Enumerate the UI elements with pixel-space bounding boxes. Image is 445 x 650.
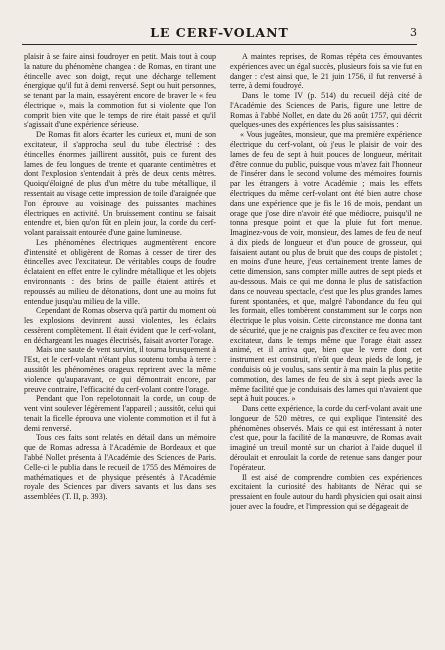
paragraph: Mais une saute de vent survint, il tourna brusquement à l'Est, et le cerf-volant n'étant plus soutenu tomba à terre : aussitôt les phénomènes orageux reprirent avec la même violence qu'auparavant, ce qui démontrait encore, par preuve contraire, l'efficacité du cerf-volant contre l'orage. [24,345,216,394]
paragraph: Les phénomènes électriques augmentèrent encore d'intensité et obligèrent de Romas à cesser de tirer des étincelles avec l'excitateur. De véritables coups de foudre éclataient en effet entre le cylindre métallique et les objets environnants : des brins de paille étaient attirés et repoussés au milieu de détonations, dont une au moins fut entendue jusqu'au milieu de la ville. [24,237,216,306]
paragraph: Dans le tome IV (p. 514) du recueil déjà cité de l'Académie des Sciences de Paris, figure une lettre de Romas à l'abbé Nollet, en date du 26 août 1757, qui décrit quelques-unes des expériences les plus saisissantes : [230,91,422,130]
running-header [22,24,417,45]
paragraph: Tous ces faits sont relatés en détail dans un mémoire que de Romas adressa à l'Académie de Bordeaux et que l'abbé Nollet présenta à l'Académie des Sciences de Paris. Celle-ci le publia dans le recueil de 1755 des Mémoires de mathématiques et de physique présentés à l'Académie royale des Sciences par divers savants et lus dans ses assemblées (T. II, p. 393). [24,433,216,502]
paragraph: Cependant de Romas observa qu'à partir du moment où les explosions devinrent aussi violentes, les éclairs cessèrent complètement. Il était évident que le cerf-volant, en déchargeant les nuages électrisés, faisait avorter l'orage. [24,306,216,345]
paragraph: A maintes reprises, de Romas répéta ces émouvantes expériences avec un égal succès, plusieurs fois sa vie fut en danger : c'est ainsi que, le 21 juin 1756, il fut renversé à terre, à demi foudroyé. [230,52,422,91]
right-column [230,52,422,642]
paragraph: Dans cette expérience, la corde du cerf-volant avait une longueur de 520 mètres, ce qui explique l'intensité des phénomènes observés. Mais ce qui est intéressant à noter c'est que, pour la facilité de la manœuvre, de Romas avait imaginé un treuil monté sur un chariot à l'aide duquel il déroulait et enroulait la corde de retenue sans danger pour l'opérateur. [230,404,422,472]
paragraph: Il est aisé de comprendre combien ces expériences excitaient la curiosité des habitants de Nérac qui se pressaient en foule autour du hardi physicien qui osait ainsi jouer avec la foudre, et l'impression qui se dégageait de [230,472,422,511]
paragraph: Pendant que l'on repelotonnait la corde, un coup de vent vint soulever légèrement l'appareil ; aussitôt, celui qui tenait la ficelle éprouva une violente commotion et il fut à demi renversé. [24,394,216,433]
page-title: LE CERF-VOLANT [150,25,289,40]
paragraph: plaisir à se faire ainsi foudroyer en petit. Mais tout à coup la nature du phénomène changea : de Romas, en tirant une étincelle avec son doigt, reçut une décharge tellement énergique qu'il fut à demi renversé. Sept ou huit personnes, se tenant par la main, essayèrent encore de braver le « feu électrique », mais la commotion fut si violente que l'on comprit bien vite que le temps de rire était passé et qu'il s'agissait d'une expérience sérieuse. [24,52,216,130]
left-column [24,52,216,642]
paragraph: De Romas fit alors écarter les curieux et, muni de son excitateur, il s'approcha seul du tube électrisé : des étincelles énormes jaillirent aussitôt, puis ce furent des lames de feu longues de trente et quarante centimètres et dont l'explosion s'entendait à près de deux cents mètres. Quoiqu'éloigné de plus d'un mètre du tube métallique, il ressentait au visage cette impression de toile d'araignée que l'on éprouve au voisinage des puissantes machines électriques en activité. Un bruissement continu se faisait entendre et, bien qu'on fût en plein jour, la corde du cerf-volant paraissait entourée d'une gaine lumineuse. [24,130,216,238]
page-number: 3 [410,26,417,39]
quotation: « Vous jugeâtes, monsieur, que ma première expérience électrique du cerf-volant, où j'eus le plaisir de voir des lames de feu de sept à huit pouces de longueur, méritait d'être connue du public, puisque vous m'avez fait l'honneur de l'insérer dans le second volume des mémoires fournis par les étrangers à votre Académie ; mais les effets électriques du même cerf-volant ont été bien autre chose dans une expérience que je fis le 16 de mois, pendant un orage que j'ose dire n'avoir été que médiocre, puisqu'il ne tonna presque point et que la pluie fut fort menue. Imaginez-vous de voir, monsieur, des lames de feu de neuf à dix pieds de longueur et d'un pouce de grosseur, qui faisaient autant ou plus de bruit que des coups de pistolet ; en moins d'une heure, j'eus certainement trente lames de cette dimension, sans compter mille autres de sept pieds et au-dessous. Mais ce qui me donna le plus de satisfaction dans ce nouveau spectacle, c'est que les plus grandes lames furent spontanées, et que, malgré l'abondance du feu qui les formait, elles tombèrent constamment sur le corps non électrique le plus voisin. Cette circonstance me donna tant de sécurité, que je ne craignis pas d'exciter ce feu avec mon excitateur, dans le temps même que l'orage était assez animé, et il arriva que, bien que le verre dont cet instrument est construit, n'eût que deux pieds de long, je conduisis où je voulus, sans sentir à ma main la plus petite commotion, des lames de feu de six à sept pieds avec la même facilité que je conduisais des lames qui n'avaient que sept à huit pouces. » [230,130,422,404]
